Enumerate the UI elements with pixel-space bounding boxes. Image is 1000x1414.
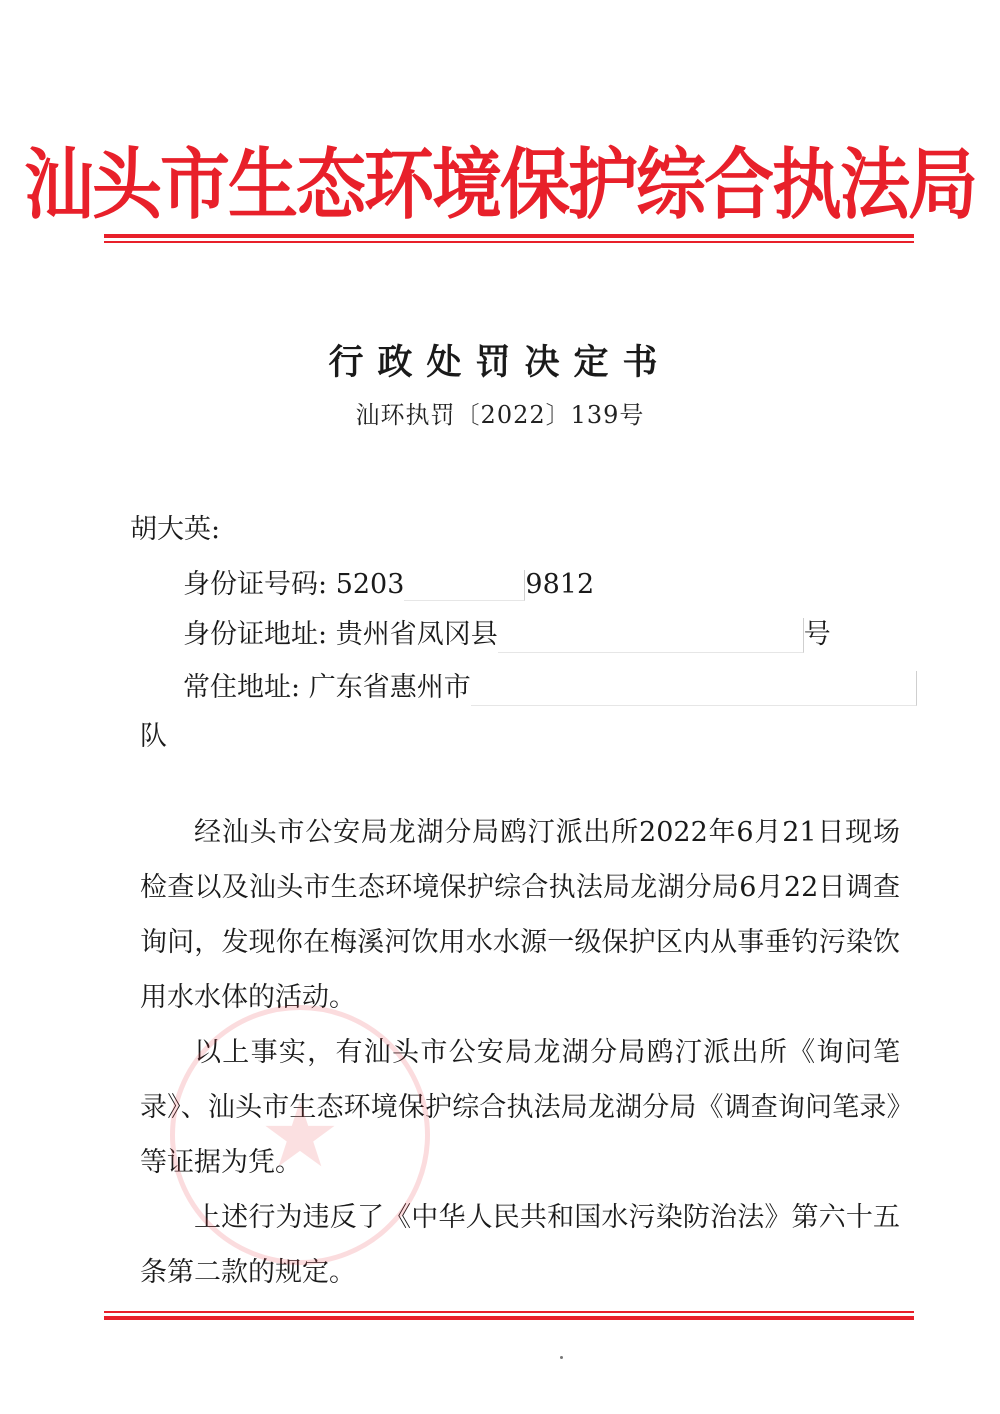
party-name: 胡大英: xyxy=(130,514,221,545)
redaction-box xyxy=(471,671,917,706)
document-number: 汕环执罚〔2022〕139号 xyxy=(355,401,645,429)
residence-label: 常住地址: xyxy=(183,672,301,703)
body-paragraph-evidence: 以上事实，有汕头市公安局龙湖分局鸥汀派出所《询问笔录》、汕头市生态环境保护综合执法局龙湖分局《调查询问笔录》等证据为凭。 xyxy=(140,1037,900,1178)
id-number-label: 身份证号码: xyxy=(183,569,328,600)
footer-rule-thin xyxy=(104,1311,914,1313)
footer-rule-thick xyxy=(104,1316,914,1320)
body-paragraph-violation: 上述行为违反了《中华人民共和国水污染防治法》第六十五条第二款的规定。 xyxy=(140,1202,900,1288)
id-number-prefix: 5203 xyxy=(335,569,405,600)
body-paragraph-facts: 经汕头市公安局龙湖分局鸥汀派出所2022年6月21日现场检查以及汕头市生态环境保护综合执法局龙湖分局6月22日调查询问，发现你在梅溪河饮用水水源一级保护区内从事垂钓污染饮用水水体的活动。 xyxy=(140,817,900,1013)
redaction-box xyxy=(498,618,804,653)
residence-visible: 广东省惠州市 xyxy=(308,672,471,703)
residence-line xyxy=(183,665,917,706)
residence-tail: 队 xyxy=(140,721,167,752)
header-rule-thin xyxy=(104,241,914,243)
id-address-visible: 贵州省凤冈县 xyxy=(335,619,498,650)
id-address-label: 身份证地址: xyxy=(183,619,328,650)
seal-star-icon: ★ xyxy=(259,1082,341,1188)
header-rule-thick xyxy=(104,234,914,238)
id-address-line xyxy=(183,612,831,653)
id-number-line xyxy=(183,562,594,601)
authority-header: 汕头市生态环境保护综合执法局 xyxy=(24,138,976,231)
id-address-tail: 号 xyxy=(803,619,831,650)
document-title: 行政处罚决定书 xyxy=(328,342,672,383)
scan-speck xyxy=(560,1356,563,1359)
redaction-box xyxy=(404,570,525,601)
id-number-suffix: 9812 xyxy=(525,569,595,600)
